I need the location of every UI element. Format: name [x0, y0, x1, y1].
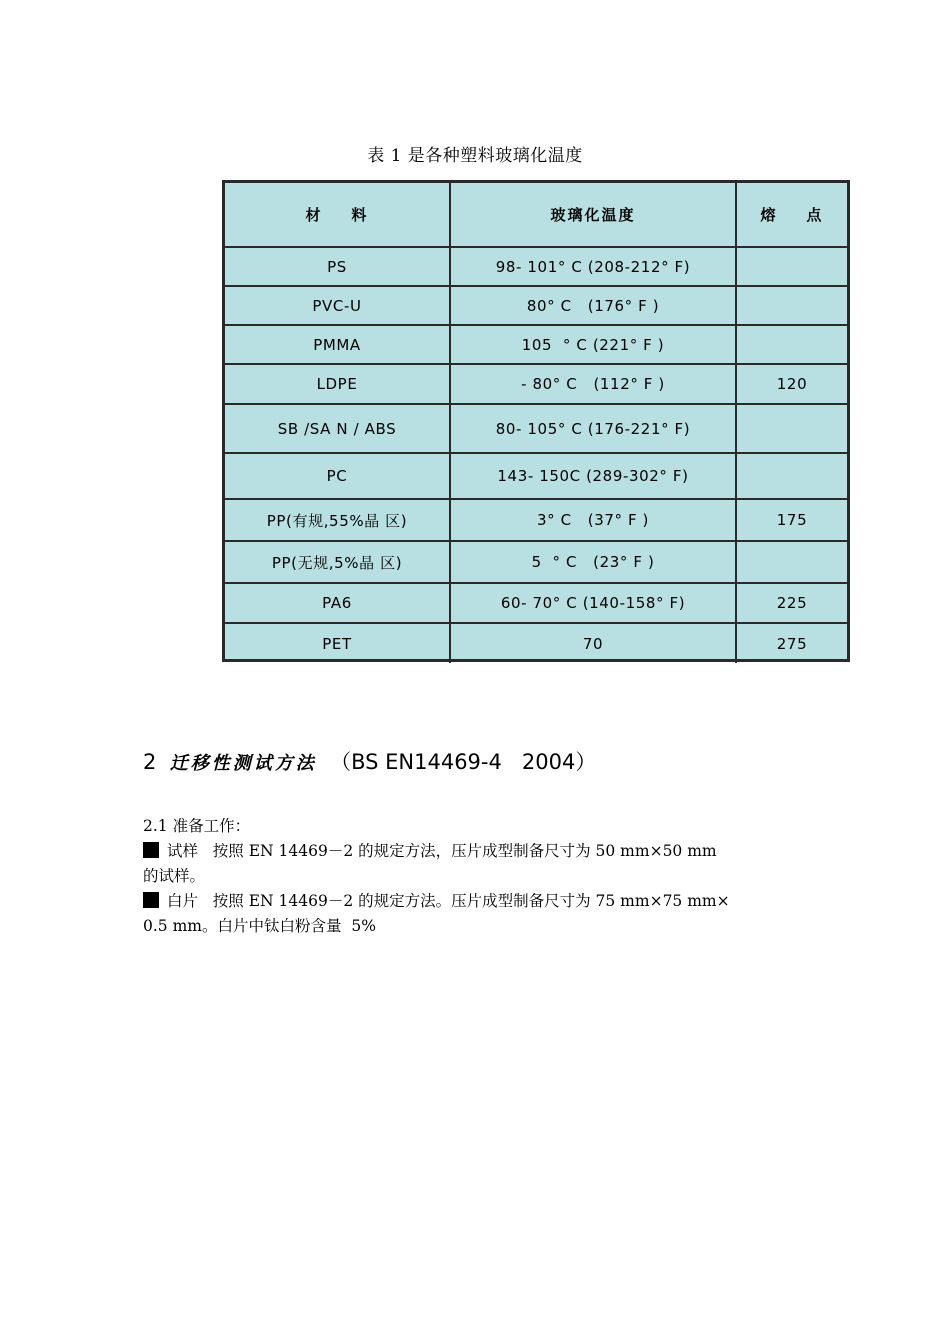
- body-text: [143, 814, 813, 939]
- cell-material: PP(无规,5%晶 区): [225, 541, 450, 583]
- cell-glass-transition: 70: [450, 623, 736, 663]
- section-number: 2: [143, 750, 157, 774]
- glass-transition-table: [222, 180, 850, 662]
- cell-material: PA6: [225, 583, 450, 623]
- cell-glass-transition: 80- 105° C (176-221° F): [450, 404, 736, 453]
- table-row: [225, 541, 847, 583]
- cell-melting-point: [736, 404, 847, 453]
- table-row: [225, 286, 847, 325]
- cell-material: SB /SA N / ABS: [225, 404, 450, 453]
- table-header-row: [225, 183, 847, 247]
- table-row: [225, 623, 847, 663]
- section-title: 迁移性测试方法: [169, 753, 317, 774]
- header-glass-transition: 玻璃化温度: [450, 183, 736, 247]
- cell-glass-transition: 60- 70° C (140-158° F): [450, 583, 736, 623]
- table-row: [225, 404, 847, 453]
- white-paragraph-cont: 0.5 mm。白片中钛白粉含量 5%: [143, 917, 376, 935]
- white-line-1: 白片 按照 EN 14469－2 的规定方法。压片成型制备尺寸为 75 mm×75 mm×: [167, 892, 730, 910]
- header-material: 材 料: [225, 183, 450, 247]
- cell-glass-transition: 3° C (37° F ): [450, 499, 736, 541]
- table-row: [225, 499, 847, 541]
- cell-material: LDPE: [225, 364, 450, 404]
- cell-melting-point: [736, 453, 847, 499]
- table-row: [225, 364, 847, 404]
- sample-paragraph: [143, 839, 813, 864]
- table-row: [225, 453, 847, 499]
- cell-melting-point: [736, 247, 847, 286]
- sample-paragraph-cont: 的试样。: [143, 867, 206, 885]
- cell-glass-transition: 143- 150C (289-302° F): [450, 453, 736, 499]
- section-standard-ref: （BS EN14469-4 2004）: [330, 750, 597, 774]
- cell-material: PMMA: [225, 325, 450, 364]
- cell-glass-transition: 5 ° C (23° F ): [450, 541, 736, 583]
- table-row: [225, 325, 847, 364]
- white-paragraph: [143, 889, 813, 914]
- cell-material: PVC-U: [225, 286, 450, 325]
- cell-melting-point: 225: [736, 583, 847, 623]
- cell-melting-point: 175: [736, 499, 847, 541]
- header-melting-point: 熔 点: [736, 183, 847, 247]
- cell-melting-point: 120: [736, 364, 847, 404]
- black-square-bullet-icon: [143, 892, 159, 908]
- cell-glass-transition: 80° C (176° F ): [450, 286, 736, 325]
- cell-glass-transition: 105 ° C (221° F ): [450, 325, 736, 364]
- cell-melting-point: [736, 325, 847, 364]
- cell-glass-transition: 98- 101° C (208-212° F): [450, 247, 736, 286]
- table-row: [225, 583, 847, 623]
- sample-line-1: 试样 按照 EN 14469－2 的规定方法，压片成型制备尺寸为 50 mm×50 mm: [167, 842, 717, 860]
- cell-melting-point: [736, 286, 847, 325]
- cell-melting-point: [736, 541, 847, 583]
- table-row: [225, 247, 847, 286]
- cell-glass-transition: - 80° C (112° F ): [450, 364, 736, 404]
- section-heading: [143, 746, 596, 776]
- cell-material: PS: [225, 247, 450, 286]
- cell-material: PC: [225, 453, 450, 499]
- prep-heading: 2.1 准备工作：: [143, 817, 251, 835]
- table-caption: 表 1 是各种塑料玻璃化温度: [367, 146, 583, 166]
- black-square-bullet-icon: [143, 842, 159, 858]
- cell-material: PP(有规,55%晶 区): [225, 499, 450, 541]
- data-table: [225, 183, 847, 663]
- cell-melting-point: 275: [736, 623, 847, 663]
- cell-material: PET: [225, 623, 450, 663]
